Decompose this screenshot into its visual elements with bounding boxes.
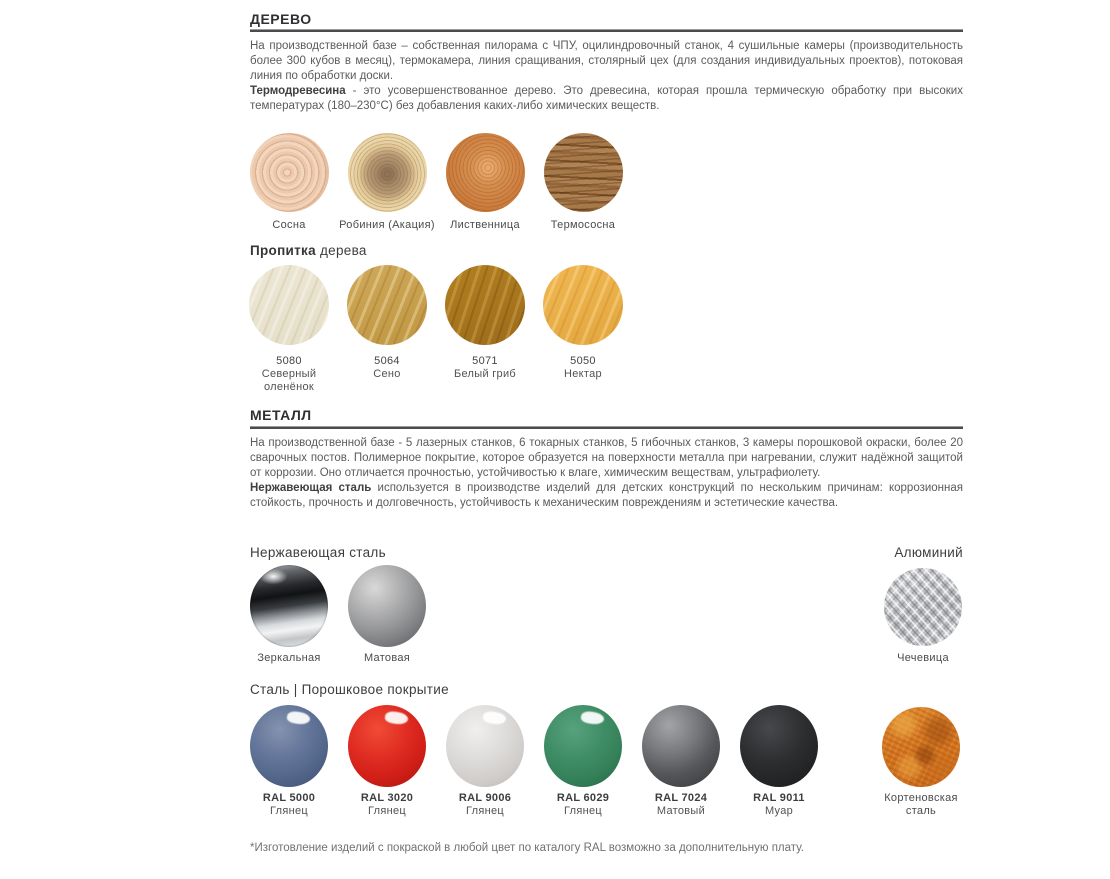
corten-steel-swatch — [882, 707, 960, 787]
impregnation-row — [240, 265, 632, 394]
finish-name: Глянец — [269, 805, 308, 817]
finish-name: Матовый — [656, 805, 706, 817]
wood-section-title: ДЕРЕВО — [250, 11, 312, 27]
metal-subheadings-row — [250, 545, 963, 560]
stainless-paragraph — [250, 481, 963, 511]
swatch-label — [557, 792, 609, 818]
footer-note: *Изготовление изделий с покраской в любой цвет по каталогу RAL возможно за дополнительную плату. — [250, 842, 804, 854]
impregnation-cell — [436, 265, 534, 394]
impregnation-code: 5064 — [374, 355, 400, 367]
powder-swatch-ral9006 — [446, 705, 524, 787]
swatch-label — [246, 355, 332, 394]
impregnation-name: Нектар — [564, 368, 602, 380]
impregnation-cell — [240, 265, 338, 394]
powder-cell — [338, 705, 436, 818]
impregnation-name: Белый гриб — [453, 368, 517, 380]
powder-cell — [730, 705, 828, 818]
ral-code: RAL 5000 — [262, 792, 316, 804]
pine-cross-section-swatch — [250, 133, 329, 212]
wood-species-cell — [338, 133, 436, 232]
wood-species-cell — [240, 133, 338, 232]
powder-cell — [632, 705, 730, 818]
ral-code: RAL 6029 — [556, 792, 610, 804]
swatch-label — [753, 792, 805, 818]
wood-intro-paragraph: На производственной базе – собственная пилорама с ЧПУ, оцилиндровочный станок, 4 сушильные камеры (производительность более 300 кубов в месяц), термокамера, линия сращивания, столярный цех (для создания индивидуальных проектов), потоковая линия по обработки доски. — [250, 40, 963, 82]
swatch-label: Кортеновская сталь — [884, 792, 958, 817]
mirror-steel-sphere — [250, 565, 328, 647]
metal-section-text — [250, 436, 963, 511]
aluminum-cell — [874, 565, 972, 665]
robinia-cross-section-swatch — [348, 133, 427, 212]
wood-species-row — [240, 133, 632, 232]
ral-code: RAL 7024 — [654, 792, 708, 804]
impregnation-heading-lead: Пропитка — [250, 243, 316, 258]
impregnation-cell — [338, 265, 436, 394]
metal-intro-paragraph: На производственной базе - 5 лазерных станков, 6 токарных станков, 5 гибочных станков, 3 камеры порошковой окраски, более 20 сварочных постов. Полимерное покрытие, которое образуется на поверхности металла при нагревании, служит надёжной защитой от коррозии. Оно отличается прочностью, устойчивостью к влаге, химическим веществам, ультрафиолету. — [250, 437, 963, 479]
metal-section-divider — [250, 426, 963, 429]
stainless-cell — [240, 565, 338, 665]
wood-species-cell — [436, 133, 534, 232]
finish-name: Глянец — [367, 805, 406, 817]
impregnation-code: 5080 — [276, 355, 302, 367]
impregnation-swatch-5080 — [249, 265, 329, 345]
swatch-label: Робиния (Акация) — [339, 219, 435, 231]
wood-section-text — [250, 39, 963, 114]
finish-name: Глянец — [563, 805, 602, 817]
wood-section-divider — [250, 29, 963, 32]
impregnation-cell — [534, 265, 632, 394]
impregnation-swatch-5050 — [543, 265, 623, 345]
impregnation-code: 5050 — [570, 355, 596, 367]
stainless-definition: используется в производстве изделий для детских конструкций по нескольким причинам: коррозионная стойкость, прочность и долговечность, устойчивость к механическим повреждениям и эстетические качества. — [250, 482, 964, 509]
powder-swatch-ral5000 — [250, 705, 328, 787]
impregnation-name: Северный оленёнок — [261, 368, 317, 393]
ral-code: RAL 9011 — [753, 792, 805, 804]
powder-swatch-ral9011 — [740, 705, 818, 787]
powder-cell — [436, 705, 534, 818]
thermowood-definition: - это усовершенствованное дерево. Это древесина, которая прошла термическую обработку при высоких температурах (180–230°С) без добавления каких-либо химических веществ. — [250, 85, 963, 112]
stainless-heading: Нержавеющая сталь — [250, 545, 386, 560]
stainless-cell — [338, 565, 436, 665]
ral-code: RAL 9006 — [458, 792, 512, 804]
powder-cell — [240, 705, 338, 818]
powder-coating-row — [240, 705, 970, 818]
stainless-row — [240, 565, 436, 665]
powder-swatch-ral6029 — [544, 705, 622, 787]
impregnation-name: Сено — [373, 368, 401, 380]
impregnation-code: 5071 — [472, 355, 498, 367]
swatch-label — [373, 355, 400, 381]
corten-cell — [872, 705, 970, 818]
powder-cell — [534, 705, 632, 818]
thermowood-term: Термодревесина — [250, 85, 346, 97]
matte-steel-sphere — [348, 565, 426, 647]
swatch-label — [564, 355, 602, 381]
swatch-label — [361, 792, 413, 818]
powder-coating-heading: Сталь | Порошковое покрытие — [250, 682, 449, 697]
impregnation-swatch-5064 — [347, 265, 427, 345]
swatch-label — [454, 355, 516, 381]
finish-name: Муар — [764, 805, 794, 817]
impregnation-heading — [250, 243, 367, 258]
powder-swatch-ral3020 — [348, 705, 426, 787]
thermo-pine-swatch — [544, 133, 623, 212]
swatch-label — [263, 792, 315, 818]
metal-section-title: МЕТАЛЛ — [250, 407, 312, 423]
swatch-label: Матовая — [363, 652, 411, 664]
swatch-label: Термососна — [550, 219, 616, 231]
finish-name: Глянец — [465, 805, 504, 817]
impregnation-heading-rest: дерева — [315, 243, 367, 258]
impregnation-swatch-5071 — [445, 265, 525, 345]
powder-swatch-ral7024 — [642, 705, 720, 787]
swatch-label: Чечевица — [897, 652, 949, 664]
aluminum-heading: Алюминий — [894, 545, 963, 560]
swatch-label — [459, 792, 511, 818]
larch-cross-section-swatch — [446, 133, 525, 212]
stainless-term: Нержавеющая сталь — [250, 482, 372, 494]
wood-species-cell — [534, 133, 632, 232]
swatch-label: Зеркальная — [257, 652, 321, 664]
swatch-label — [655, 792, 707, 818]
swatch-label: Сосна — [272, 219, 306, 231]
diamond-plate-aluminum-swatch — [884, 568, 962, 646]
thermowood-paragraph — [250, 84, 963, 114]
swatch-label: Лиственница — [450, 219, 520, 231]
ral-code: RAL 3020 — [360, 792, 414, 804]
